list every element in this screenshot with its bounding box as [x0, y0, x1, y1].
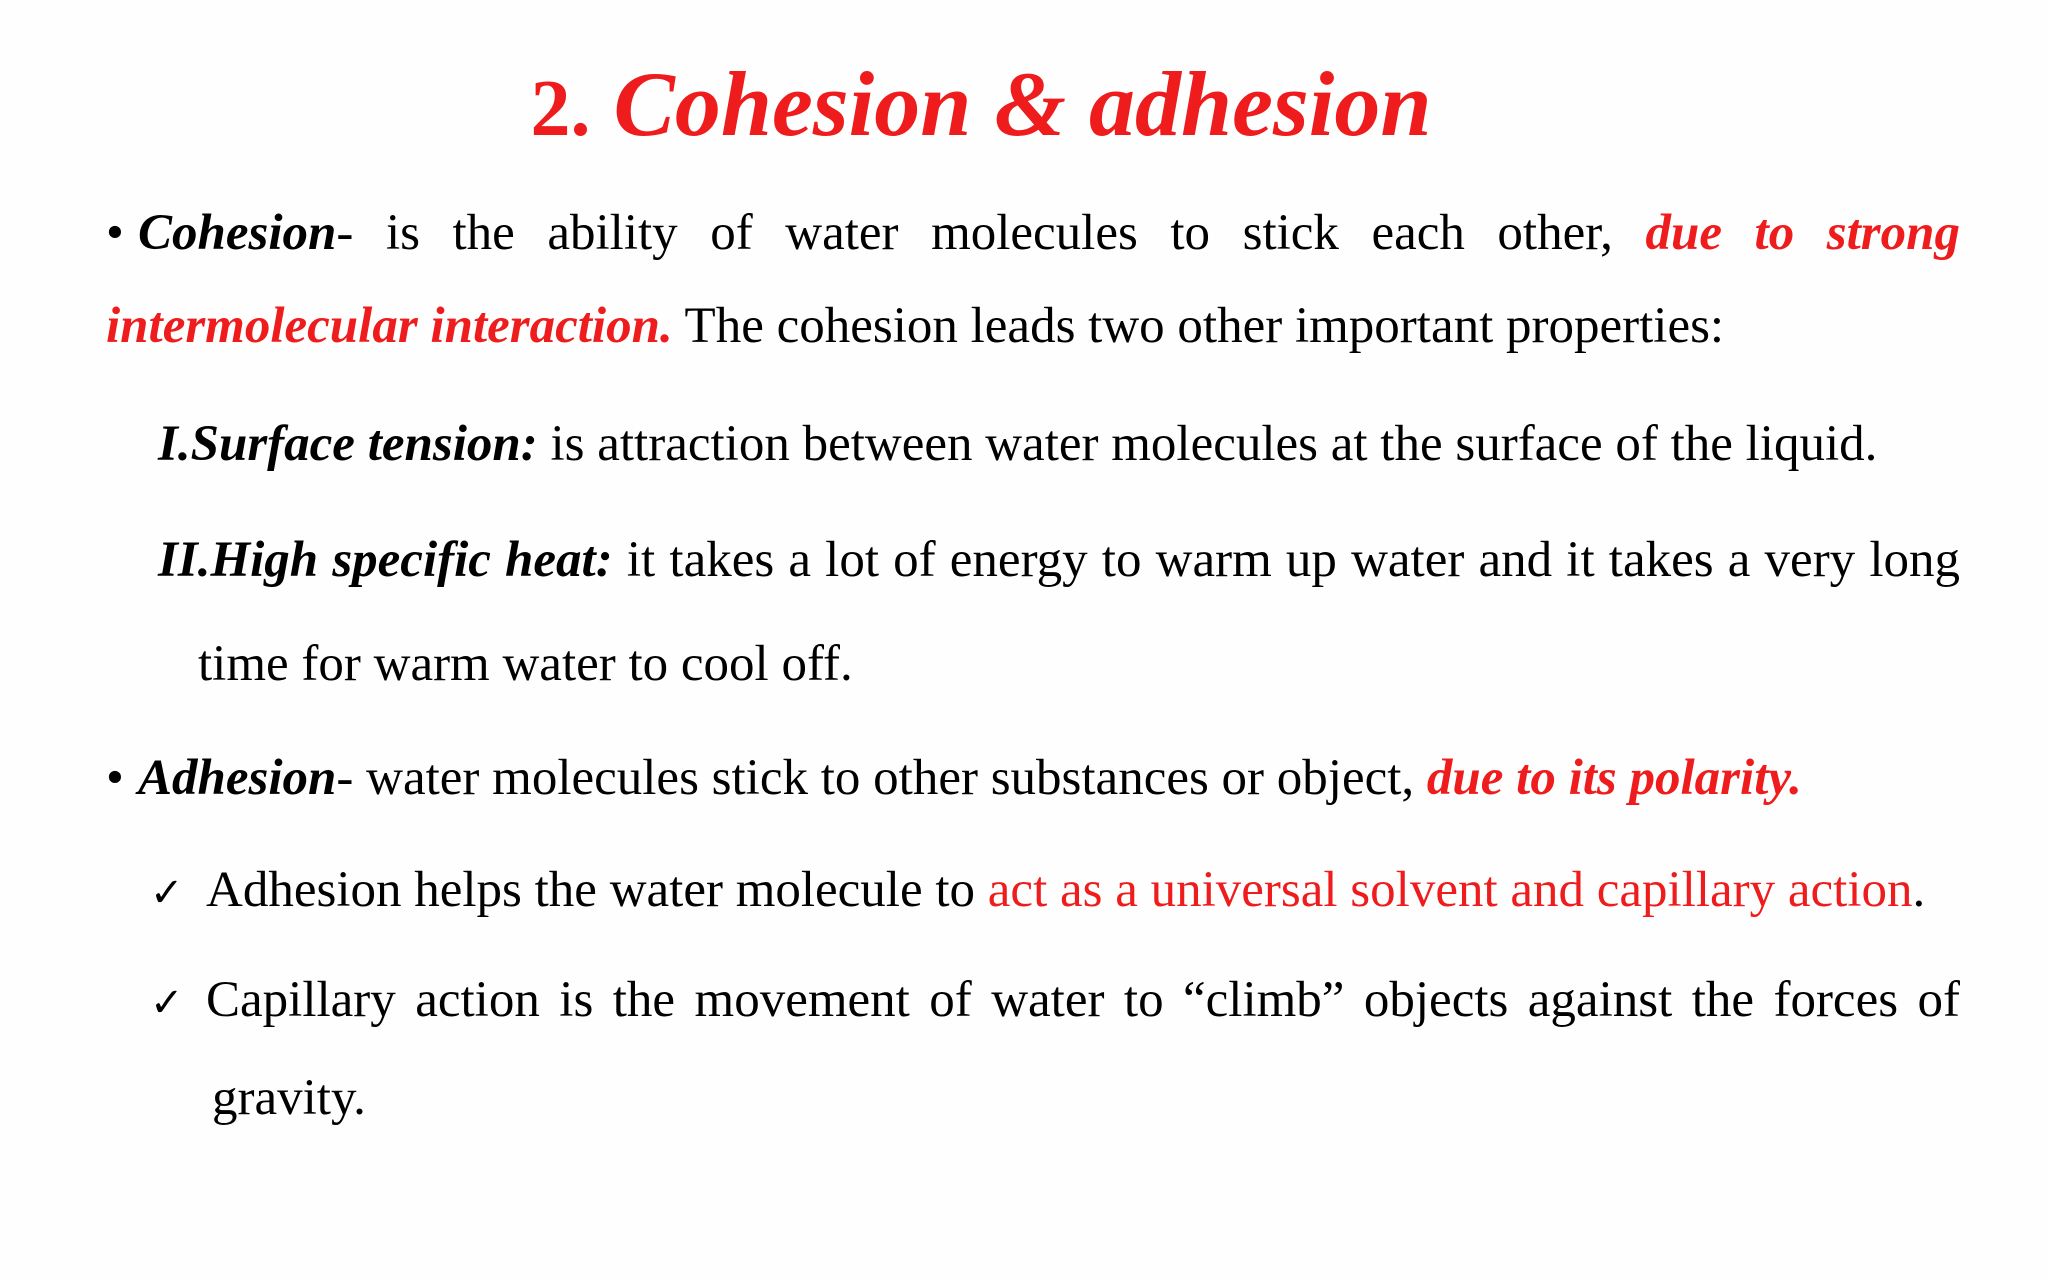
check-item-2-line-1 [150, 970, 1960, 1033]
cohesion-bullet: • [106, 205, 124, 261]
adhesion-line [106, 748, 1960, 808]
adhesion-reason: due to its polarity. [1426, 750, 1802, 806]
cohesion-reason-part-2: intermolecular interaction. [106, 298, 673, 354]
check-1-highlight: act as a universal solvent and capillary action [987, 862, 1913, 918]
property-2-numeral: II. [158, 532, 211, 588]
property-2-text-line-1: it takes a lot of energy to warm up water and it takes a very long [626, 532, 1961, 588]
cohesion-term: Cohesion [138, 205, 337, 261]
title-text: Cohesion & adhesion [613, 53, 1432, 155]
adhesion-definition: - water molecules stick to other substances or object, [336, 750, 1415, 806]
adhesion-bullet: • [106, 750, 124, 806]
adhesion-term: Adhesion [138, 750, 337, 806]
cohesion-line-1 [106, 203, 1960, 263]
check-item-2-line-2 [212, 1068, 1960, 1128]
check-2-text-line-1: Capillary action is the movement of water to “climb” objects against the forces of [206, 972, 1960, 1028]
check-1-end: . [1912, 862, 1926, 918]
cohesion-line-2 [106, 296, 1960, 356]
cohesion-definition: - is the ability of water molecules to stick each other, [336, 205, 1613, 261]
check-1-text: Adhesion helps the water molecule to [206, 862, 976, 918]
title-number: 2. [530, 65, 591, 153]
cohesion-lead: The cohesion leads two other important properties: [684, 298, 1725, 354]
slide-title [0, 44, 1962, 169]
property-specific-heat-line-2 [198, 634, 1960, 694]
property-2-term: High specific heat: [210, 532, 613, 588]
property-1-term: Surface tension: [190, 416, 538, 472]
cohesion-reason-part-1: due to strong [1645, 205, 1960, 261]
checkmark-icon: ✓ [150, 870, 184, 916]
check-item-1 [150, 860, 1960, 923]
property-2-text-line-2: time for warm water to cool off. [198, 636, 853, 692]
property-1-numeral: I. [158, 416, 191, 472]
property-specific-heat-line-1 [158, 530, 1960, 590]
checkmark-icon: ✓ [150, 980, 184, 1026]
property-1-text: is attraction between water molecules at the surface of the liquid. [550, 416, 1878, 472]
property-surface-tension [158, 414, 1960, 474]
check-2-text-line-2: gravity. [212, 1070, 366, 1126]
